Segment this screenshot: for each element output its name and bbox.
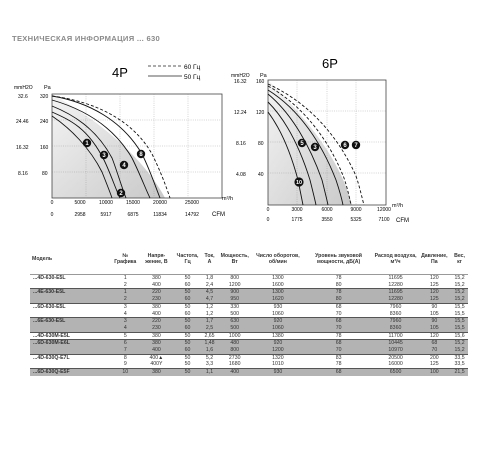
table-cell: 400	[140, 347, 174, 354]
table-cell: 68	[304, 369, 374, 376]
table-cell: 1	[111, 275, 140, 282]
table-cell: 1200	[217, 282, 252, 289]
table-row	[30, 296, 468, 303]
svg-text:4: 4	[122, 163, 126, 170]
table-cell: 380	[140, 332, 174, 340]
chart-4p-x-top-unit: m³/h	[222, 196, 233, 202]
svg-text:12000: 12000	[377, 207, 391, 213]
svg-text:8.16: 8.16	[236, 141, 246, 147]
svg-text:9000: 9000	[350, 207, 362, 213]
table-cell: 6500	[374, 369, 418, 376]
col-graph: № Графика	[111, 246, 140, 275]
table-row	[30, 311, 468, 318]
page-header: ТЕХНИЧЕСКАЯ ИНФОРМАЦИЯ ... 630	[12, 34, 161, 43]
table-cell: 1,8	[202, 275, 217, 282]
table-cell: 1680	[217, 361, 252, 368]
table-cell: 33,5	[451, 361, 468, 368]
table-cell: 7960	[374, 318, 418, 325]
table-cell: 70	[418, 347, 452, 354]
table-cell: 3	[111, 318, 140, 325]
table-cell: 1320	[252, 354, 303, 361]
table-cell: 330	[217, 303, 252, 310]
table-cell: 16000	[374, 361, 418, 368]
table-cell: 630	[217, 318, 252, 325]
table-cell: 125	[418, 361, 452, 368]
table-cell: 90	[418, 318, 452, 325]
table-cell: 3,3	[202, 361, 217, 368]
table-cell: 4	[111, 325, 140, 332]
svg-text:3: 3	[313, 145, 317, 152]
table-cell: 15,2	[451, 275, 468, 282]
table-row	[30, 303, 468, 310]
chart-4p-curve-badge-4	[120, 161, 128, 169]
table-cell: 50	[173, 361, 202, 368]
table-cell: 12280	[374, 282, 418, 289]
table-row	[30, 340, 468, 347]
spec-table-header	[30, 246, 468, 275]
svg-text:40: 40	[258, 172, 264, 178]
table-cell: 120	[418, 289, 452, 296]
cell-model	[30, 325, 111, 332]
table-cell: 220	[140, 289, 174, 296]
table-cell: 11695	[374, 275, 418, 282]
table-cell: 930	[252, 303, 303, 310]
table-cell: 125	[418, 282, 452, 289]
svg-text:24.46: 24.46	[16, 119, 29, 125]
svg-text:8.16: 8.16	[18, 171, 28, 177]
svg-text:14792: 14792	[185, 212, 199, 218]
chart-6p-x-bottom-unit: CFM	[396, 218, 409, 224]
chart-6p-x-ticks	[267, 207, 392, 223]
table-cell: 120	[418, 332, 452, 340]
table-cell: 20500	[374, 354, 418, 361]
table-cell: 68	[304, 340, 374, 347]
table-cell: 8360	[374, 311, 418, 318]
table-cell: 8360	[374, 325, 418, 332]
chart-4p-curve-badge-1	[83, 139, 91, 147]
table-cell: 6	[111, 340, 140, 347]
cell-model: ...6D-630-E5L	[30, 303, 111, 310]
table-cell: 120	[418, 275, 452, 282]
table-cell: 920	[252, 318, 303, 325]
chart-4p-y-ticks	[16, 94, 49, 177]
table-cell: 380	[140, 340, 174, 347]
svg-text:6000: 6000	[321, 207, 333, 213]
svg-text:80: 80	[258, 141, 264, 147]
table-cell: 1300	[252, 289, 303, 296]
svg-text:0: 0	[266, 207, 270, 213]
table-cell: 7	[111, 347, 140, 354]
cell-model: ...6E-630-E5L	[30, 318, 111, 325]
svg-text:120: 120	[256, 110, 265, 116]
col-power: Мощность, Вт	[217, 246, 252, 275]
table-cell: 60	[173, 325, 202, 332]
svg-text:16.32: 16.32	[234, 79, 247, 85]
chart-6p-x-top-unit: m³/h	[392, 203, 403, 209]
table-cell: 78	[304, 361, 374, 368]
svg-text:32.6: 32.6	[18, 94, 28, 100]
svg-text:1: 1	[85, 141, 89, 148]
svg-text:16.32: 16.32	[16, 145, 29, 151]
table-cell: 10970	[374, 347, 418, 354]
col-weight: Вес, кг	[451, 246, 468, 275]
table-cell: 15,2	[451, 347, 468, 354]
chart-4p-curve-badge-3	[100, 151, 108, 159]
table-cell: 50	[173, 318, 202, 325]
svg-text:0: 0	[266, 217, 270, 223]
legend-60hz-label: 60 Гц	[184, 64, 201, 71]
table-cell: 230	[140, 296, 174, 303]
svg-text:80: 80	[42, 171, 48, 177]
table-cell: 11695	[374, 289, 418, 296]
table-cell: 4,5	[202, 289, 217, 296]
table-cell: 80	[304, 296, 374, 303]
col-rpm: Число оборотов, об/мин	[252, 246, 303, 275]
table-cell: 78	[304, 275, 374, 282]
table-cell: 50	[173, 369, 202, 376]
svg-text:15000: 15000	[126, 200, 140, 206]
table-cell: 1,2	[202, 303, 217, 310]
table-cell: 15,5	[451, 325, 468, 332]
chart-6p-y-ticks	[234, 79, 265, 178]
table-cell: 10	[111, 369, 140, 376]
table-cell: 1,7	[202, 318, 217, 325]
table-cell: 50	[173, 303, 202, 310]
performance-charts	[0, 50, 500, 235]
table-cell: 2	[111, 296, 140, 303]
table-cell: 920	[252, 340, 303, 347]
table-cell: 15,2	[451, 282, 468, 289]
svg-text:7100: 7100	[378, 217, 390, 223]
table-cell: 78	[304, 289, 374, 296]
table-cell: 68	[418, 340, 452, 347]
table-cell: 500	[217, 311, 252, 318]
table-row	[30, 369, 468, 376]
svg-text:25000: 25000	[185, 200, 199, 206]
svg-text:11834: 11834	[153, 212, 167, 218]
table-cell: 1300	[252, 275, 303, 282]
chart-6p-y-left-unit: mmH2O	[231, 73, 250, 79]
table-cell: 15,6	[451, 332, 468, 340]
cell-model: ...4D-630M-E5L	[30, 332, 111, 340]
svg-text:6: 6	[343, 143, 347, 150]
table-cell: 2	[111, 282, 140, 289]
table-cell: 3	[111, 303, 140, 310]
table-cell: 10445	[374, 340, 418, 347]
table-cell: 1,48	[202, 340, 217, 347]
table-cell: 5	[111, 332, 140, 340]
col-voltage: Напря-жение, В	[140, 246, 174, 275]
table-cell: 380	[140, 275, 174, 282]
table-cell: 1060	[252, 325, 303, 332]
col-sound: Уровень звуковой мощности, дБ(А)	[304, 246, 374, 275]
cell-model	[30, 361, 111, 368]
chart-6p-curve-badge-7	[352, 141, 360, 149]
svg-text:3000: 3000	[291, 207, 303, 213]
svg-text:0: 0	[50, 212, 54, 218]
cell-model: ...4D-630-E5L	[30, 275, 111, 282]
table-cell: 15,2	[451, 296, 468, 303]
table-cell: 1060	[252, 311, 303, 318]
col-frequency: Частота, Гц	[173, 246, 202, 275]
table-row	[30, 347, 468, 354]
chart-4p-fill	[52, 94, 165, 198]
svg-text:12.24: 12.24	[234, 110, 247, 116]
svg-text:0: 0	[50, 200, 54, 206]
chart-4p-title: 4P	[112, 65, 128, 80]
svg-text:320: 320	[40, 94, 49, 100]
table-cell: 930	[252, 369, 303, 376]
chart-6p-curve-badge-3	[311, 143, 319, 151]
svg-text:5325: 5325	[350, 217, 362, 223]
table-cell: 2,65	[202, 332, 217, 340]
svg-text:10: 10	[295, 180, 303, 187]
table-cell: 15,2	[451, 340, 468, 347]
chart-4p	[14, 64, 233, 218]
table-cell: 68	[304, 303, 374, 310]
table-cell: 1,6	[202, 347, 217, 354]
table-cell: 380	[140, 303, 174, 310]
cell-model	[30, 311, 111, 318]
svg-text:3550: 3550	[321, 217, 333, 223]
table-cell: 230	[140, 325, 174, 332]
svg-text:10000: 10000	[99, 200, 113, 206]
spec-table-body	[30, 275, 468, 376]
svg-text:6875: 6875	[127, 212, 139, 218]
chart-4p-y-left-unit: mmH2O	[14, 85, 33, 91]
svg-text:5: 5	[300, 141, 304, 148]
chart-4p-x-ticks	[51, 200, 200, 218]
svg-text:160: 160	[40, 145, 49, 151]
table-cell: 70	[304, 347, 374, 354]
cell-model	[30, 296, 111, 303]
svg-text:1775: 1775	[291, 217, 303, 223]
svg-text:20000: 20000	[153, 200, 167, 206]
table-cell: 50	[173, 289, 202, 296]
table-row	[30, 325, 468, 332]
table-cell: 200	[418, 354, 452, 361]
table-cell: 400	[217, 369, 252, 376]
table-cell: 15,2	[451, 289, 468, 296]
table-cell: 2730	[217, 354, 252, 361]
table-cell: 900	[217, 289, 252, 296]
table-cell: 400	[140, 311, 174, 318]
table-cell: 2,5	[202, 325, 217, 332]
table-cell: 50	[173, 332, 202, 340]
chart-4p-curve-badge-2	[117, 189, 125, 197]
table-row	[30, 361, 468, 368]
col-model: Модель	[30, 246, 111, 275]
chart-4p-y-right-unit: Pa	[44, 85, 51, 91]
svg-text:5917: 5917	[100, 212, 112, 218]
cell-model	[30, 347, 111, 354]
table-row	[30, 282, 468, 289]
table-cell: 60	[173, 347, 202, 354]
table-cell: 21,5	[451, 369, 468, 376]
svg-text:3: 3	[102, 153, 106, 160]
table-cell: 15,5	[451, 303, 468, 310]
table-cell: 500	[217, 325, 252, 332]
table-cell: 1620	[252, 296, 303, 303]
table-cell: 220	[140, 318, 174, 325]
table-cell: 125	[418, 296, 452, 303]
cell-model: ...6D-630Q-E5F	[30, 369, 111, 376]
table-cell: 400Y	[140, 361, 174, 368]
chart-6p	[231, 56, 409, 224]
chart-6p-curve-badge-10	[294, 177, 303, 186]
table-cell: 1380	[252, 332, 303, 340]
table-cell: 8	[111, 354, 140, 361]
chart-4p-x-bottom-unit: CFM	[212, 212, 225, 218]
table-cell: 9	[111, 361, 140, 368]
table-row	[30, 318, 468, 325]
table-cell: 1,1	[202, 369, 217, 376]
table-cell: 11700	[374, 332, 418, 340]
table-cell: 5,2	[202, 354, 217, 361]
table-cell: 100	[418, 369, 452, 376]
table-cell: 90	[418, 303, 452, 310]
col-current: Ток, А	[202, 246, 217, 275]
table-row	[30, 354, 468, 361]
cell-model	[30, 282, 111, 289]
table-cell: 105	[418, 311, 452, 318]
table-cell: 50	[173, 340, 202, 347]
table-cell: 4,7	[202, 296, 217, 303]
svg-text:2958: 2958	[74, 212, 86, 218]
table-row	[30, 275, 468, 282]
svg-text:2: 2	[119, 191, 123, 198]
svg-text:160: 160	[256, 79, 265, 85]
table-cell: 480	[217, 340, 252, 347]
table-cell: 950	[217, 296, 252, 303]
table-cell: 70	[304, 325, 374, 332]
table-cell: 78	[304, 332, 374, 340]
table-cell: 33,5	[451, 354, 468, 361]
table-cell: 12280	[374, 296, 418, 303]
table-cell: 1010	[252, 361, 303, 368]
table-cell: 1,2	[202, 311, 217, 318]
legend-50hz-label: 50 Гц	[184, 74, 201, 81]
svg-text:7: 7	[354, 143, 358, 150]
table-cell: 15,5	[451, 318, 468, 325]
cell-model: ...6D-630M-E6L	[30, 340, 111, 347]
table-cell: 50	[173, 354, 202, 361]
table-cell: 60	[173, 282, 202, 289]
table-cell: 70	[304, 311, 374, 318]
table-cell: 1000	[217, 332, 252, 340]
chart-6p-curve-badge-5	[298, 139, 306, 147]
table-cell: 400▲	[140, 354, 174, 361]
cell-model: ...4D-630Q-E7L	[30, 354, 111, 361]
table-cell: 4	[111, 311, 140, 318]
col-airflow: Расход воздуха, м³/ч	[374, 246, 418, 275]
svg-text:5000: 5000	[74, 200, 86, 206]
table-cell: 68	[304, 318, 374, 325]
col-pressure: Давление, Па	[418, 246, 452, 275]
table-cell: 2,4	[202, 282, 217, 289]
svg-text:8: 8	[139, 152, 143, 159]
table-row	[30, 332, 468, 340]
table-cell: 60	[173, 311, 202, 318]
table-cell: 60	[173, 296, 202, 303]
table-cell: 800	[217, 275, 252, 282]
table-row	[30, 289, 468, 296]
chart-6p-y-right-unit: Pa	[260, 73, 267, 79]
chart-6p-title: 6P	[322, 56, 338, 71]
svg-text:240: 240	[40, 119, 49, 125]
svg-text:4.08: 4.08	[236, 172, 246, 178]
table-cell: 1600	[252, 282, 303, 289]
table-cell: 800	[217, 347, 252, 354]
table-cell: 83	[304, 354, 374, 361]
table-cell: 105	[418, 325, 452, 332]
table-cell: 1	[111, 289, 140, 296]
chart-4p-curve-badge-8	[137, 150, 145, 158]
spec-table	[30, 246, 468, 376]
table-cell: 50	[173, 275, 202, 282]
table-cell: 7960	[374, 303, 418, 310]
table-cell: 80	[304, 282, 374, 289]
table-cell: 15,5	[451, 311, 468, 318]
table-cell: 1200	[252, 347, 303, 354]
chart-6p-curve-badge-6	[341, 141, 349, 149]
cell-model: ...4E-630-E5L	[30, 289, 111, 296]
table-cell: 380	[140, 369, 174, 376]
table-cell: 400	[140, 282, 174, 289]
